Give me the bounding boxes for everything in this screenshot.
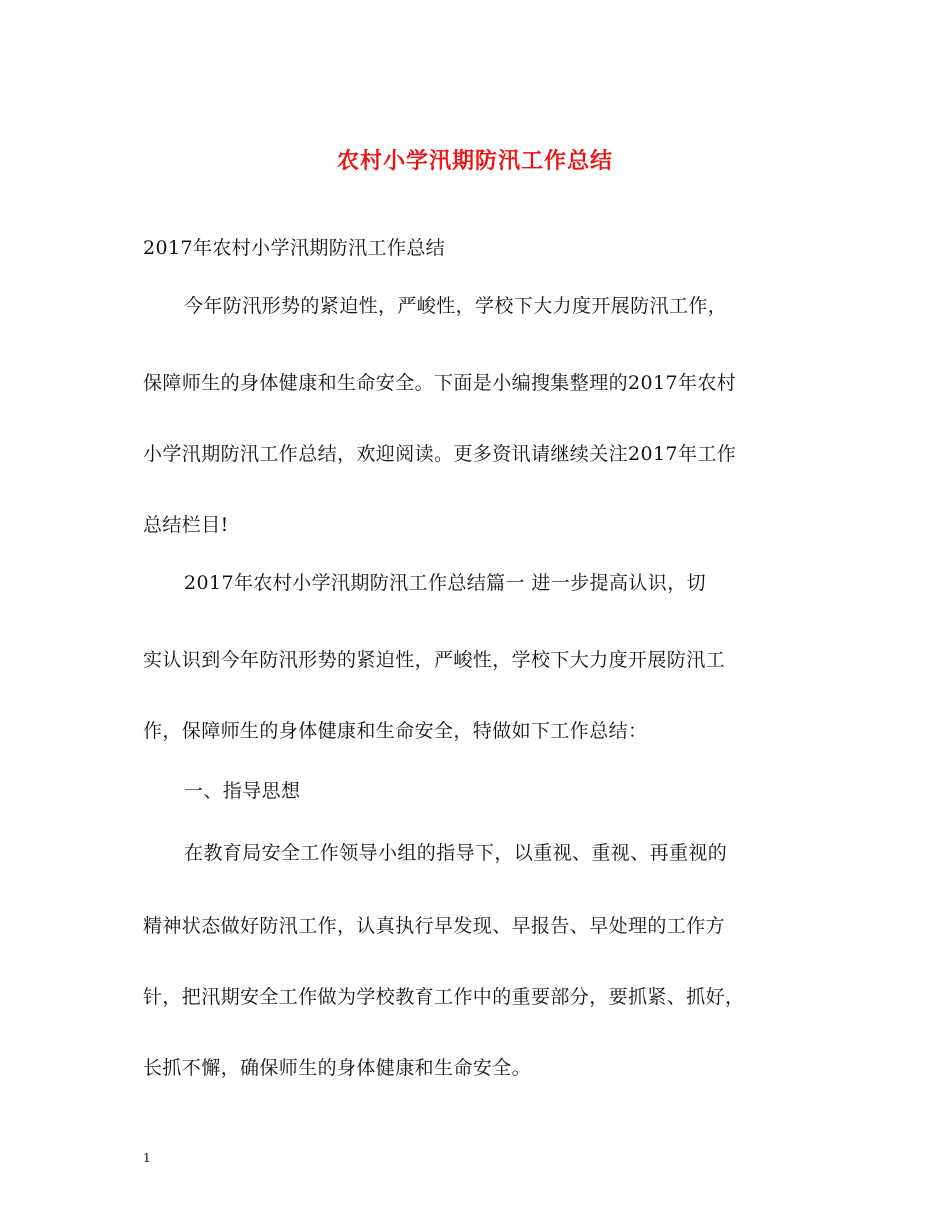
subtitle-line: 2017年农村小学汛期防汛工作总结 [143,237,446,259]
document-title: 农村小学汛期防汛工作总结 [336,148,613,174]
page-number: 1 [143,1151,151,1165]
paragraph-line: 实认识到今年防汛形势的紧迫性，严峻性，学校下大力度开展防汛工 [143,649,726,671]
paragraph-line: 小学汛期防汛工作总结，欢迎阅读。更多资讯请继续关注2017年工作 [143,443,737,465]
section-heading: 一、指导思想 [184,780,301,802]
paragraph-line: 总结栏目! [143,514,229,536]
paragraph-line: 精神状态做好防汛工作，认真执行早发现、早报告、早处理的工作方 [143,915,726,937]
paragraph-line: 在教育局安全工作领导小组的指导下，以重视、重视、再重视的 [184,842,728,864]
paragraph-line: 针，把汛期安全工作做为学校教育工作中的重要部分，要抓紧、抓好， [143,986,745,1008]
paragraph-line: 长抓不懈，确保师生的身体健康和生命安全。 [143,1057,532,1079]
paragraph-line: 今年防汛形势的紧迫性，严峻性，学校下大力度开展防汛工作， [184,295,728,317]
paragraph-line: 作，保障师生的身体健康和生命安全，特做如下工作总结： [143,720,648,742]
paragraph-line: 2017年农村小学汛期防汛工作总结篇一 进一步提高认识，切 [184,572,706,594]
paragraph-line: 保障师生的身体健康和生命安全。下面是小编搜集整理的2017年农村 [143,372,737,394]
